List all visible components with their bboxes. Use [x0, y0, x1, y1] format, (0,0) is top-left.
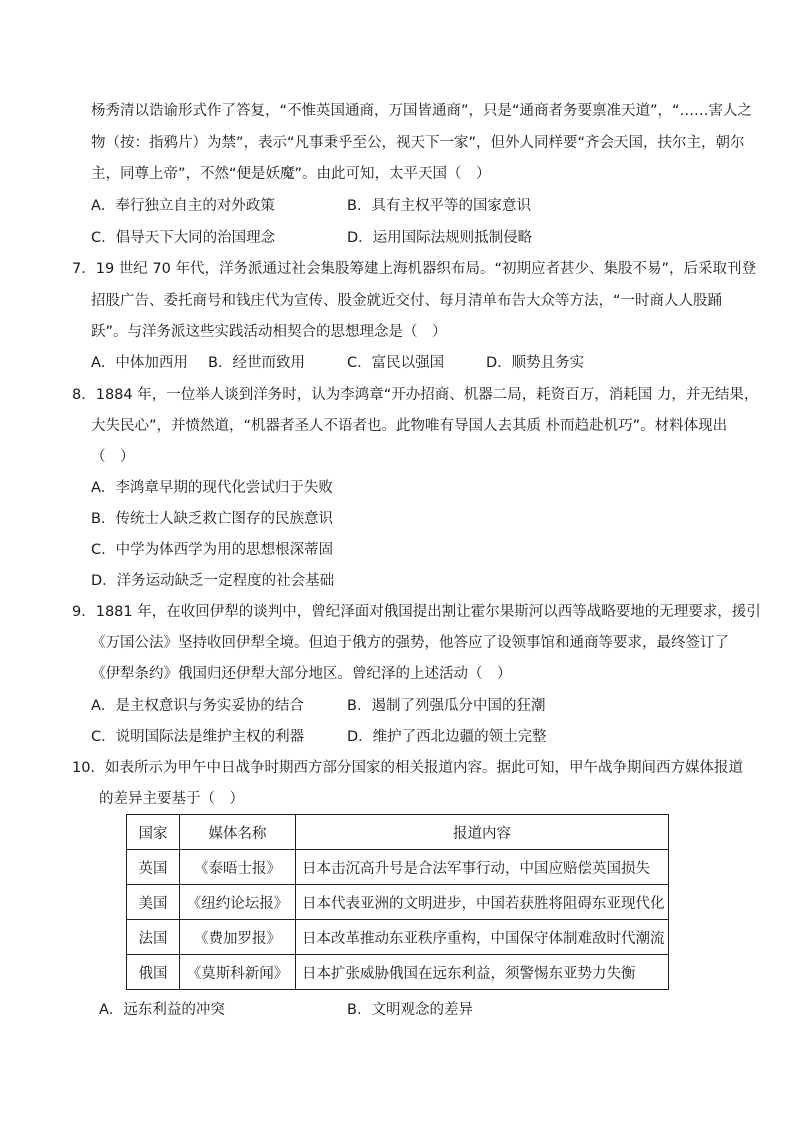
q9-stem-line: 《万国公法》坚持收回伊犁全境。但迫于俄方的强势，他答应了设领事馆和通商等要求，最终签订了	[91, 635, 729, 651]
q7-option-c: C．富民以强国	[347, 355, 445, 371]
media-report-table	[126, 814, 669, 990]
report-cell: 日本扩张威胁俄国在远东利益，须警惕东亚势力失衡	[296, 955, 669, 990]
table-row	[127, 885, 669, 920]
q8-stem-line: 8．1884 年，一位举人谈到洋务时，认为李鸿章“开办招商、机器二局，耗资百万，消耗国 力，并无结果，	[72, 387, 759, 403]
media-cell: 《莫斯科新闻》	[180, 955, 296, 990]
report-cell: 日本改革推动东亚秩序重构，中国保守体制难敌时代潮流	[296, 920, 669, 955]
q8-stem-line: （ ）	[91, 449, 135, 465]
q9-option-a: A．是主权意识与务实妥协的结合	[91, 698, 304, 714]
q7-stem-line: 跃”。与洋务派这些实践活动相契合的思想理念是（ ）	[91, 324, 447, 340]
media-cell: 《费加罗报》	[180, 920, 296, 955]
country-cell: 俄国	[127, 955, 180, 990]
q6-option-b: B．具有主权平等的国家意识	[347, 198, 531, 214]
q6-option-d: D．运用国际法规则抵制侵略	[347, 230, 533, 246]
q7-option-a: A．中体加西用	[91, 355, 188, 371]
q9-option-c: C．说明国际法是维护主权的利器	[91, 729, 305, 745]
table-row	[127, 920, 669, 955]
country-cell: 英国	[127, 850, 180, 885]
q6-option-a: A．奉行独立自主的对外政策	[91, 198, 275, 214]
q8-option-c: C．中学为体西学为用的思想根深蒂固	[91, 542, 334, 558]
q6-stem-line: 杨秀清以诰谕形式作了答复，“不惟英国通商，万国皆通商”，只是“通商者务要禀准天道”，“……害人之	[91, 103, 753, 119]
q9-option-d: D．维护了西北边疆的领土完整	[347, 729, 547, 745]
q10-option-a: A．远东利益的冲突	[99, 1002, 225, 1018]
q9-option-b: B．遏制了列强瓜分中国的狂潮	[347, 698, 546, 714]
q7-stem-line: 招股广告、委托商号和钱庄代为宣传、股金就近交付、每月清单布告大众等方法，“一时商人人股踊	[91, 293, 723, 309]
q6-option-c: C．倡导天下大同的治国理念	[91, 230, 276, 246]
country-cell: 美国	[127, 885, 180, 920]
table-row	[127, 955, 669, 990]
country-cell: 法国	[127, 920, 180, 955]
q7-stem-line: 7．19 世纪 70 年代，洋务派通过社会集股筹建上海机器织布局。“初期应者甚少、集股不易”，后采取刊登	[72, 261, 756, 277]
table-header-cell: 国家	[127, 815, 180, 850]
q10-stem-line: 10．如表所示为甲午中日战争时期西方部分国家的相关报道内容。据此可知，甲午战争期间西方媒体报道	[72, 760, 743, 776]
q10-option-b: B．文明观念的差异	[347, 1002, 473, 1018]
media-cell: 《纽约论坛报》	[180, 885, 296, 920]
q9-stem-line: 9．1881 年，在收回伊犁的谈判中，曾纪泽面对俄国提出割让霍尔果斯河以西等战略要地的无理要求，援引	[72, 604, 761, 620]
q10-stem-line: 的差异主要基于（ ）	[99, 791, 244, 807]
q9-stem-line: 《伊犁条约》俄国归还伊犁大部分地区。曾纪泽的上述活动（ ）	[91, 666, 512, 682]
q7-option-d: D．顺势且务实	[486, 355, 585, 371]
q6-stem-line: 主，同尊上帝”，不然“便是妖魔”。由此可知，太平天国（ ）	[91, 166, 491, 182]
q6-stem-line: 物（按：指鸦片）为禁”，表示“凡事秉乎至公，视天下一家”，但外人同样要“齐会天国，扶尔主，朝尔	[91, 135, 745, 151]
q7-option-b: B．经世而致用	[208, 355, 305, 371]
table-header-row	[127, 815, 669, 850]
q8-option-d: D．洋务运动缺乏一定程度的社会基础	[91, 573, 335, 589]
q8-option-a: A．李鸿章早期的现代化尝试归于失败	[91, 480, 333, 496]
report-cell: 日本击沉高升号是合法军事行动，中国应赔偿英国损失	[296, 850, 669, 885]
q8-stem-line: 大失民心”，并愤然道，“机器者圣人不语者也。此物唯有导国人去其质 朴而趋赴机巧”。材料体现出	[91, 418, 728, 434]
table-row	[127, 850, 669, 885]
q8-option-b: B．传统士人缺乏救亡图存的民族意识	[91, 511, 333, 527]
table-header-cell: 媒体名称	[180, 815, 296, 850]
report-cell: 日本代表亚洲的文明进步，中国若获胜将阻碍东亚现代化	[296, 885, 669, 920]
media-cell: 《泰晤士报》	[180, 850, 296, 885]
table-header-cell: 报道内容	[296, 815, 669, 850]
